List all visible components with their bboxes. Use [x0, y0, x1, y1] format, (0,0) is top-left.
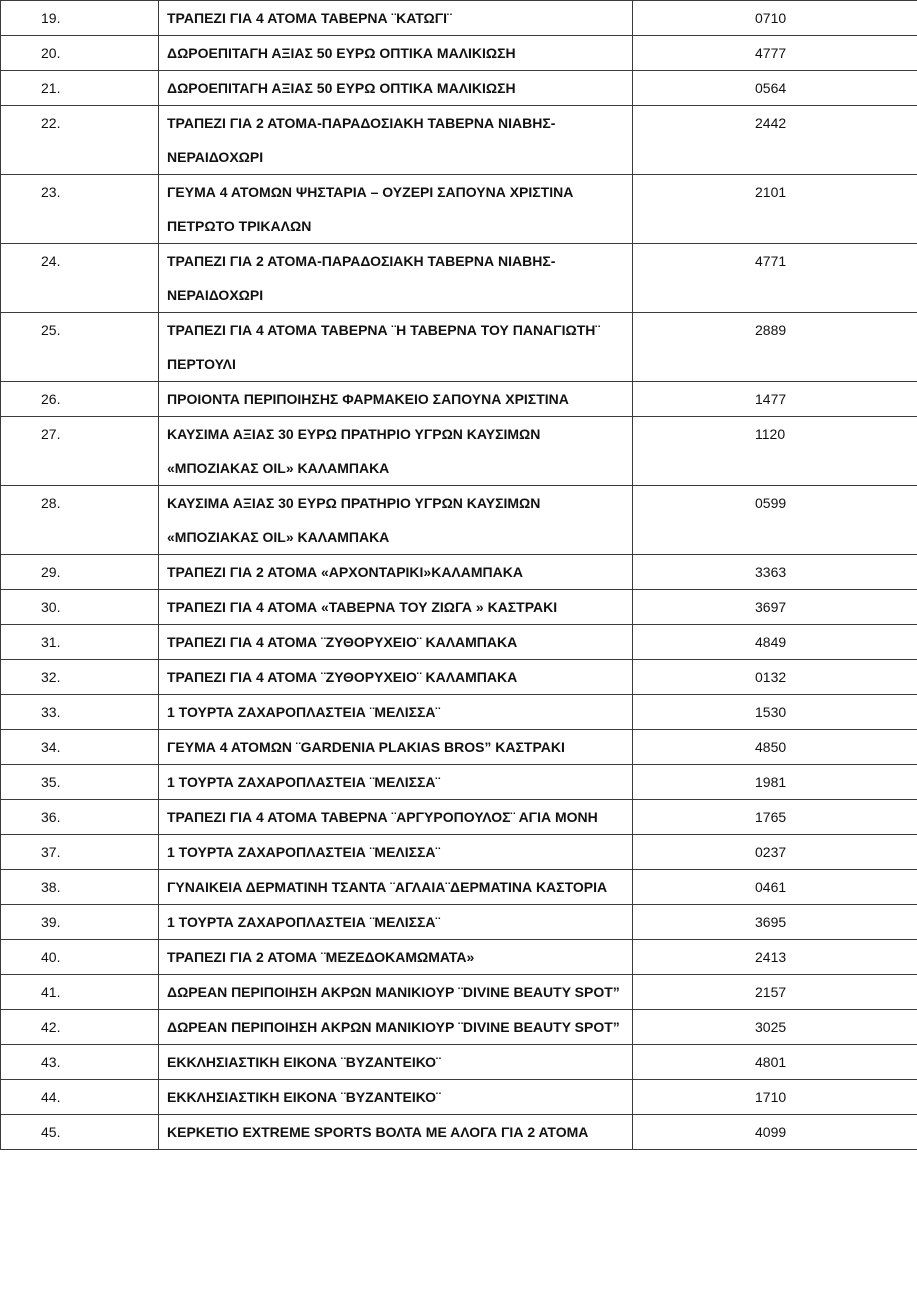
prize-description: ΚΕΡΚΕΤΙΟ EXTREME SPORTS ΒΟΛΤΑ ΜΕ ΑΛΟΓΑ ΓΙΑ 2 ΑΤΟΜΑ — [159, 1115, 633, 1150]
row-number: 23. — [1, 175, 159, 244]
row-number: 32. — [1, 660, 159, 695]
ticket-code: 4777 — [633, 36, 917, 71]
table-row — [1, 1080, 917, 1115]
table-row — [1, 1010, 917, 1045]
ticket-code: 0564 — [633, 71, 917, 106]
prize-description: ΔΩΡΕΑΝ ΠΕΡΙΠΟΙΗΣΗ ΑΚΡΩΝ ΜΑΝΙΚΙΟΥΡ ¨DIVINE BEAUTY SPOT” — [159, 975, 633, 1010]
row-number: 26. — [1, 382, 159, 417]
row-number: 40. — [1, 940, 159, 975]
prize-description: 1 ΤΟΥΡΤΑ ΖΑΧΑΡΟΠΛΑΣΤΕΙΑ ¨ΜΕΛΙΣΣΑ¨ — [159, 765, 633, 800]
row-number: 42. — [1, 1010, 159, 1045]
prize-description: ΕΚΚΛΗΣΙΑΣΤΙΚΗ ΕΙΚΟΝΑ ¨ΒΥΖΑΝΤΕΙΚΟ¨ — [159, 1080, 633, 1115]
row-number: 44. — [1, 1080, 159, 1115]
prize-description: ΤΡΑΠΕΖΙ ΓΙΑ 2 ΑΤΟΜΑ ¨ΜΕΖΕΔΟΚΑΜΩΜΑΤΑ» — [159, 940, 633, 975]
row-number: 24. — [1, 244, 159, 313]
row-number: 41. — [1, 975, 159, 1010]
ticket-code: 1765 — [633, 800, 917, 835]
table-row — [1, 71, 917, 106]
ticket-code: 4771 — [633, 244, 917, 313]
row-number: 21. — [1, 71, 159, 106]
ticket-code: 1477 — [633, 382, 917, 417]
ticket-code: 1530 — [633, 695, 917, 730]
table-row — [1, 555, 917, 590]
ticket-code: 3025 — [633, 1010, 917, 1045]
table-row — [1, 940, 917, 975]
row-number: 34. — [1, 730, 159, 765]
row-number: 22. — [1, 106, 159, 175]
table-row — [1, 244, 917, 313]
prize-description: ΤΡΑΠΕΖΙ ΓΙΑ 2 ΑΤΟΜΑ «ΑΡΧΟΝΤΑΡΙΚΙ»ΚΑΛΑΜΠΑΚΑ — [159, 555, 633, 590]
table-row — [1, 175, 917, 244]
table-row — [1, 1115, 917, 1150]
ticket-code: 3697 — [633, 590, 917, 625]
ticket-code: 1120 — [633, 417, 917, 486]
prize-description: ΚΑΥΣΙΜΑ ΑΞΙΑΣ 30 ΕΥΡΩ ΠΡΑΤΗΡΙΟ ΥΓΡΩΝ ΚΑΥΣΙΜΩΝ «ΜΠΟΖΙΑΚΑΣ OIL» ΚΑΛΑΜΠΑΚΑ — [159, 417, 633, 486]
row-number: 29. — [1, 555, 159, 590]
row-number: 25. — [1, 313, 159, 382]
ticket-code: 2889 — [633, 313, 917, 382]
table-row — [1, 36, 917, 71]
prize-description: ΓΕΥΜΑ 4 ΑΤΟΜΩΝ ΨΗΣΤΑΡΙΑ – ΟΥΖΕΡΙ ΣΑΠΟΥΝΑ ΧΡΙΣΤΙΝΑ ΠΕΤΡΩΤΟ ΤΡΙΚΑΛΩΝ — [159, 175, 633, 244]
table-row — [1, 975, 917, 1010]
table-row — [1, 106, 917, 175]
row-number: 35. — [1, 765, 159, 800]
ticket-code: 2157 — [633, 975, 917, 1010]
table-row — [1, 870, 917, 905]
row-number: 20. — [1, 36, 159, 71]
ticket-code: 4099 — [633, 1115, 917, 1150]
row-number: 36. — [1, 800, 159, 835]
table-row — [1, 313, 917, 382]
prize-description: ΤΡΑΠΕΖΙ ΓΙΑ 2 ΑΤΟΜΑ-ΠΑΡΑΔΟΣΙΑΚΗ ΤΑΒΕΡΝΑ ΝΙΑΒΗΣ-ΝΕΡΑΙΔΟΧΩΡΙ — [159, 106, 633, 175]
table-row — [1, 486, 917, 555]
table-row — [1, 1, 917, 36]
row-number: 30. — [1, 590, 159, 625]
ticket-code: 3695 — [633, 905, 917, 940]
table-row — [1, 382, 917, 417]
prize-description: ΤΡΑΠΕΖΙ ΓΙΑ 4 ΑΤΟΜΑ ΤΑΒΕΡΝΑ ¨ΑΡΓΥΡΟΠΟΥΛΟΣ¨ ΑΓΙΑ ΜΟΝΗ — [159, 800, 633, 835]
table-row — [1, 835, 917, 870]
row-number: 33. — [1, 695, 159, 730]
prize-description: ΓΕΥΜΑ 4 ΑΤΟΜΩΝ ¨GARDENIA PLAKIAS BROS” ΚΑΣΤΡΑΚΙ — [159, 730, 633, 765]
prize-description: ΔΩΡΟΕΠΙΤΑΓΗ ΑΞΙΑΣ 50 ΕΥΡΩ ΟΠΤΙΚΑ ΜΑΛΙΚΙΩΣΗ — [159, 71, 633, 106]
ticket-code: 0461 — [633, 870, 917, 905]
prize-description: 1 ΤΟΥΡΤΑ ΖΑΧΑΡΟΠΛΑΣΤΕΙΑ ¨ΜΕΛΙΣΣΑ¨ — [159, 905, 633, 940]
ticket-code: 3363 — [633, 555, 917, 590]
prize-description: ΔΩΡΟΕΠΙΤΑΓΗ ΑΞΙΑΣ 50 ΕΥΡΩ ΟΠΤΙΚΑ ΜΑΛΙΚΙΩΣΗ — [159, 36, 633, 71]
ticket-code: 4849 — [633, 625, 917, 660]
row-number: 28. — [1, 486, 159, 555]
ticket-code: 0599 — [633, 486, 917, 555]
prize-description: ΤΡΑΠΕΖΙ ΓΙΑ 2 ΑΤΟΜΑ-ΠΑΡΑΔΟΣΙΑΚΗ ΤΑΒΕΡΝΑ ΝΙΑΒΗΣ-ΝΕΡΑΙΔΟΧΩΡΙ — [159, 244, 633, 313]
prize-description: ΕΚΚΛΗΣΙΑΣΤΙΚΗ ΕΙΚΟΝΑ ¨ΒΥΖΑΝΤΕΙΚΟ¨ — [159, 1045, 633, 1080]
row-number: 19. — [1, 1, 159, 36]
prize-description: ΤΡΑΠΕΖΙ ΓΙΑ 4 ΑΤΟΜΑ ¨ΖΥΘΟΡΥΧΕΙΟ¨ ΚΑΛΑΜΠΑΚΑ — [159, 660, 633, 695]
table-row — [1, 417, 917, 486]
prize-description: ΤΡΑΠΕΖΙ ΓΙΑ 4 ΑΤΟΜΑ ΤΑΒΕΡΝΑ ¨Η ΤΑΒΕΡΝΑ ΤΟΥ ΠΑΝΑΓΙΩΤΗ¨ ΠΕΡΤΟΥΛΙ — [159, 313, 633, 382]
ticket-code: 2442 — [633, 106, 917, 175]
row-number: 43. — [1, 1045, 159, 1080]
prize-description: ΓΥΝΑΙΚΕΙΑ ΔΕΡΜΑΤΙΝΗ ΤΣΑΝΤΑ ¨ΑΓΛΑΙΑ¨ΔΕΡΜΑΤΙΝΑ ΚΑΣΤΟΡΙΑ — [159, 870, 633, 905]
prize-description: 1 ΤΟΥΡΤΑ ΖΑΧΑΡΟΠΛΑΣΤΕΙΑ ¨ΜΕΛΙΣΣΑ¨ — [159, 835, 633, 870]
ticket-code: 0132 — [633, 660, 917, 695]
prize-description: ΠΡΟΙΟΝΤΑ ΠΕΡΙΠΟΙΗΣΗΣ ΦΑΡΜΑΚΕΙΟ ΣΑΠΟΥΝΑ ΧΡΙΣΤΙΝΑ — [159, 382, 633, 417]
table-row — [1, 730, 917, 765]
row-number: 38. — [1, 870, 159, 905]
table-row — [1, 1045, 917, 1080]
ticket-code: 4850 — [633, 730, 917, 765]
table-row — [1, 695, 917, 730]
table-row — [1, 800, 917, 835]
prize-table-body — [1, 1, 917, 1150]
table-row — [1, 660, 917, 695]
table-row — [1, 590, 917, 625]
table-row — [1, 765, 917, 800]
prize-description: ΔΩΡΕΑΝ ΠΕΡΙΠΟΙΗΣΗ ΑΚΡΩΝ ΜΑΝΙΚΙΟΥΡ ¨DIVINE BEAUTY SPOT” — [159, 1010, 633, 1045]
row-number: 27. — [1, 417, 159, 486]
ticket-code: 1710 — [633, 1080, 917, 1115]
ticket-code: 0710 — [633, 1, 917, 36]
ticket-code: 2101 — [633, 175, 917, 244]
row-number: 45. — [1, 1115, 159, 1150]
row-number: 37. — [1, 835, 159, 870]
prize-description: ΤΡΑΠΕΖΙ ΓΙΑ 4 ΑΤΟΜΑ ¨ΖΥΘΟΡΥΧΕΙΟ¨ ΚΑΛΑΜΠΑΚΑ — [159, 625, 633, 660]
table-row — [1, 905, 917, 940]
table-row — [1, 625, 917, 660]
prize-description: ΚΑΥΣΙΜΑ ΑΞΙΑΣ 30 ΕΥΡΩ ΠΡΑΤΗΡΙΟ ΥΓΡΩΝ ΚΑΥΣΙΜΩΝ «ΜΠΟΖΙΑΚΑΣ OIL» ΚΑΛΑΜΠΑΚΑ — [159, 486, 633, 555]
ticket-code: 1981 — [633, 765, 917, 800]
prize-description: ΤΡΑΠΕΖΙ ΓΙΑ 4 ΑΤΟΜΑ «ΤΑΒΕΡΝΑ ΤΟΥ ΖΙΩΓΑ » ΚΑΣΤΡΑΚΙ — [159, 590, 633, 625]
ticket-code: 0237 — [633, 835, 917, 870]
ticket-code: 2413 — [633, 940, 917, 975]
ticket-code: 4801 — [633, 1045, 917, 1080]
prize-description: 1 ΤΟΥΡΤΑ ΖΑΧΑΡΟΠΛΑΣΤΕΙΑ ¨ΜΕΛΙΣΣΑ¨ — [159, 695, 633, 730]
row-number: 39. — [1, 905, 159, 940]
row-number: 31. — [1, 625, 159, 660]
prize-description: ΤΡΑΠΕΖΙ ΓΙΑ 4 ΑΤΟΜΑ ΤΑΒΕΡΝΑ ¨ΚΑΤΩΓΙ¨ — [159, 1, 633, 36]
